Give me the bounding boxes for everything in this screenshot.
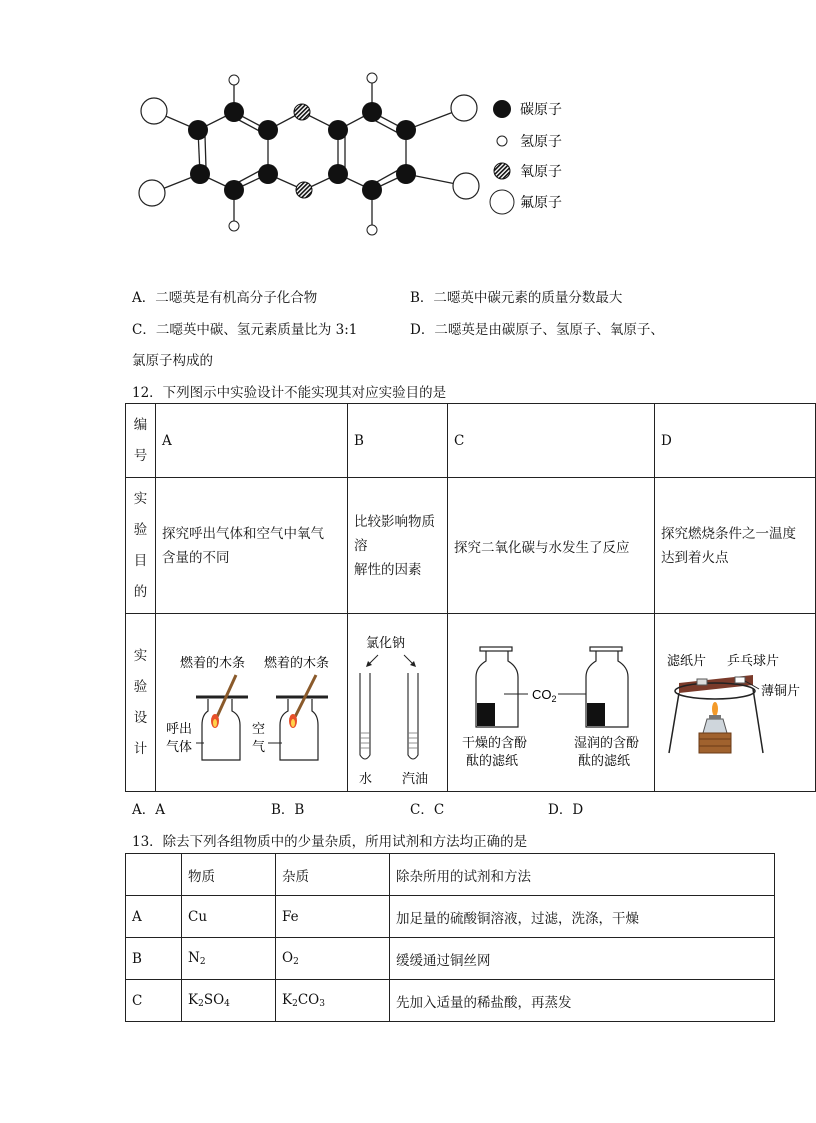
design-c bbox=[448, 614, 655, 792]
q11-option-a[interactable]: A．二噁英是有机高分子化合物 bbox=[132, 290, 318, 306]
q11-option-d[interactable]: D．二噁英是由碳原子、氢原子、氧原子、 bbox=[410, 322, 664, 338]
row-header-design: 实 验 设 计 bbox=[126, 614, 156, 792]
svg-text:滤纸片: 滤纸片 bbox=[667, 652, 707, 668]
table-row: A Cu Fe 加足量的硫酸铜溶液，过滤，洗涤，干燥 bbox=[126, 896, 775, 938]
figure-d-tripod bbox=[655, 615, 816, 791]
svg-text:酞的滤纸: 酞的滤纸 bbox=[578, 752, 631, 768]
svg-text:湿润的含酚: 湿润的含酚 bbox=[574, 734, 640, 750]
svg-text:呼出: 呼出 bbox=[166, 720, 193, 736]
svg-text:空: 空 bbox=[252, 720, 266, 736]
svg-text:薄铜片: 薄铜片 bbox=[761, 682, 801, 698]
design-a bbox=[156, 614, 348, 792]
figure-a-bottles bbox=[156, 615, 348, 791]
purpose-b: 比较影响物质 溶 解性的因素 bbox=[348, 478, 448, 614]
id-b: B bbox=[348, 404, 448, 478]
svg-text:燃着的木条: 燃着的木条 bbox=[264, 654, 330, 670]
purpose-c: 探究二氧化碳与水发生了反应 bbox=[448, 478, 655, 614]
legend-hydrogen: 氢原子 bbox=[520, 133, 562, 149]
q12-answer-c[interactable]: C．C bbox=[410, 802, 445, 818]
header-substance: 物质 bbox=[182, 854, 276, 896]
svg-text:酞的滤纸: 酞的滤纸 bbox=[466, 752, 519, 768]
svg-text:燃着的木条: 燃着的木条 bbox=[180, 654, 246, 670]
q12-design-row bbox=[126, 614, 816, 792]
legend-carbon: 碳原子 bbox=[520, 101, 562, 117]
design-b bbox=[348, 614, 448, 792]
svg-text:水: 水 bbox=[359, 770, 373, 786]
table-row: C $K_2SO_4$ $K_2CO_3$ 先加入适量的稀盐酸，再蒸发 bbox=[126, 980, 775, 1022]
purpose-a: 探究呼出气体和空气中氧气 含量的不同 bbox=[156, 478, 348, 614]
q12-answer-a[interactable]: A．A bbox=[132, 802, 165, 818]
svg-text:气: 气 bbox=[252, 738, 266, 754]
q11-option-d-continued: 氯原子构成的 bbox=[132, 353, 213, 369]
header-impurity: 杂质 bbox=[276, 854, 390, 896]
svg-text:乒乓球片: 乒乓球片 bbox=[727, 652, 780, 668]
svg-text:干燥的含酚: 干燥的含酚 bbox=[462, 734, 528, 750]
id-a: A bbox=[156, 404, 348, 478]
q12-answer-d[interactable]: D．D bbox=[548, 802, 584, 818]
row-header-id: 编 号 bbox=[126, 404, 156, 478]
svg-text:CO2: $CO_2$ bbox=[532, 686, 557, 704]
table-row: B $N_2$ $O_2$ 缓缓通过铜丝网 bbox=[126, 938, 775, 980]
id-d: D bbox=[655, 404, 816, 478]
svg-text:氯化钠: 氯化钠 bbox=[366, 634, 406, 650]
q11-option-c[interactable]: C．二噁英中碳、氢元素质量比为 3:1 bbox=[132, 322, 358, 338]
q13-stem: 13．除去下列各组物质中的少量杂质，所用试剂和方法均正确的是 bbox=[132, 834, 528, 850]
id-c: C bbox=[448, 404, 655, 478]
q11-option-b[interactable]: B．二噁英中碳元素的质量分数最大 bbox=[410, 290, 623, 306]
legend-oxygen: 氧原子 bbox=[520, 163, 562, 179]
svg-text:汽油: 汽油 bbox=[402, 770, 429, 786]
q12-id-row bbox=[126, 404, 816, 478]
q12-purpose-row bbox=[126, 478, 816, 614]
q12-answer-b[interactable]: B．B bbox=[271, 802, 305, 818]
q12-stem: 12．下列图示中实验设计不能实现其对应实验目的是 bbox=[132, 385, 447, 401]
figure-b-test-tubes bbox=[348, 615, 448, 791]
row-header-purpose: 实 验 目 的 bbox=[126, 478, 156, 614]
legend-fluorine: 氟原子 bbox=[520, 194, 562, 210]
design-d bbox=[655, 614, 816, 792]
q13-header-row bbox=[126, 854, 775, 896]
header-method: 除杂所用的试剂和方法 bbox=[390, 854, 775, 896]
q13-table bbox=[125, 853, 775, 1022]
q12-table bbox=[125, 403, 816, 792]
figure-c-jars bbox=[448, 615, 655, 791]
dioxin-structure-diagram bbox=[120, 60, 600, 250]
svg-text:气体: 气体 bbox=[166, 738, 193, 754]
purpose-d: 探究燃烧条件之一温度 达到着火点 bbox=[655, 478, 816, 614]
